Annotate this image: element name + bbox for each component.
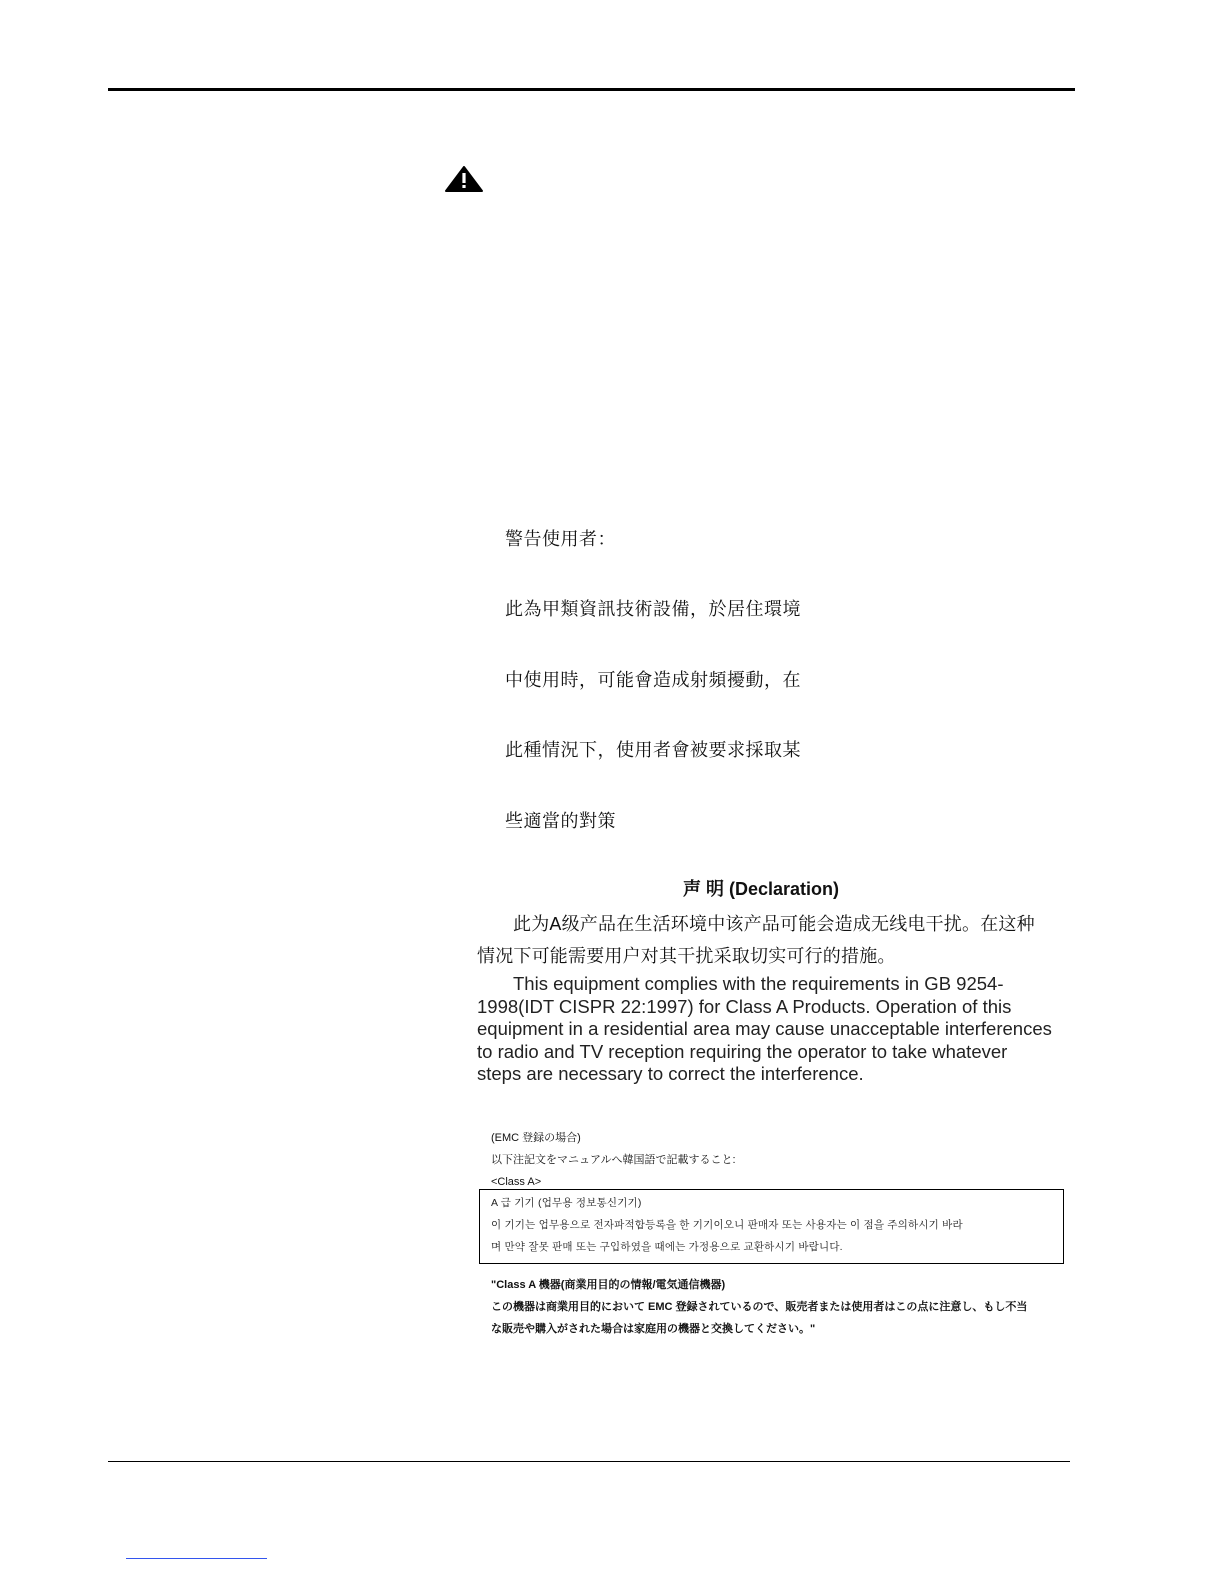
declaration-en-line: This equipment complies with the requirements in GB 9254- <box>513 973 1004 994</box>
declaration-cn-line: 此为A级产品在生活环境中该产品可能会造成无线电干扰。在这种 <box>513 914 1035 934</box>
footer-link-underline[interactable] <box>126 1558 267 1559</box>
korea-box-line: A 급 기기 (업무용 정보통신기기) <box>491 1197 642 1209</box>
taiwan-notice-line: 中使用時，可能會造成射頻擾動，在 <box>505 670 801 690</box>
korea-header-line: (EMC 登録の場合) <box>491 1132 581 1144</box>
taiwan-notice-line: 此為甲類資訊技術設備，於居住環境 <box>505 599 801 619</box>
japan-notice-line: この機器は商業用目的において EMC 登録されているので、販売者または使用者はこの点に注意し、もし不当 <box>491 1301 1028 1313</box>
korea-box-line: 이 기기는 업무용으로 전자파적합등록을 한 기기이오니 판매자 또는 사용자는 이 점을 주의하시기 바라 <box>491 1219 963 1231</box>
taiwan-notice-line: 些適當的對策 <box>505 811 616 831</box>
taiwan-notice-line: 此種情況下，使用者會被要求採取某 <box>505 740 801 760</box>
declaration-en-line: to radio and TV reception requiring the operator to take whatever <box>477 1041 1008 1062</box>
korea-header-line: 以下注記文をマニュアルへ韓国語で記載すること: <box>491 1154 736 1166</box>
taiwan-notice-line: 警告使用者： <box>505 529 616 549</box>
japan-notice-line: "Class A 機器(商業用目的の情報/電気通信機器) <box>491 1279 726 1291</box>
header-rule <box>108 88 1075 91</box>
declaration-cn-line: 情况下可能需要用户对其干扰采取切实可行的措施。 <box>477 946 896 966</box>
declaration-en-line: 1998(IDT CISPR 22:1997) for Class A Products. Operation of this <box>477 996 1012 1017</box>
declaration-en-line: equipment in a residential area may cause unacceptable interferences <box>477 1018 1052 1039</box>
declaration-en-line: steps are necessary to correct the interference. <box>477 1063 864 1084</box>
korea-header-line: <Class A> <box>491 1176 542 1188</box>
korea-box-line: 며 만약 잘못 판매 또는 구입하였을 때에는 가정용으로 교환하시기 바랍니다. <box>491 1241 843 1253</box>
japan-notice-line: な販売や購入がされた場合は家庭用の機器と交換してください。" <box>491 1323 816 1335</box>
footer-rule <box>108 1461 1070 1462</box>
declaration-title: 声 明 (Declaration) <box>683 879 840 899</box>
warning-triangle-icon <box>444 166 484 192</box>
